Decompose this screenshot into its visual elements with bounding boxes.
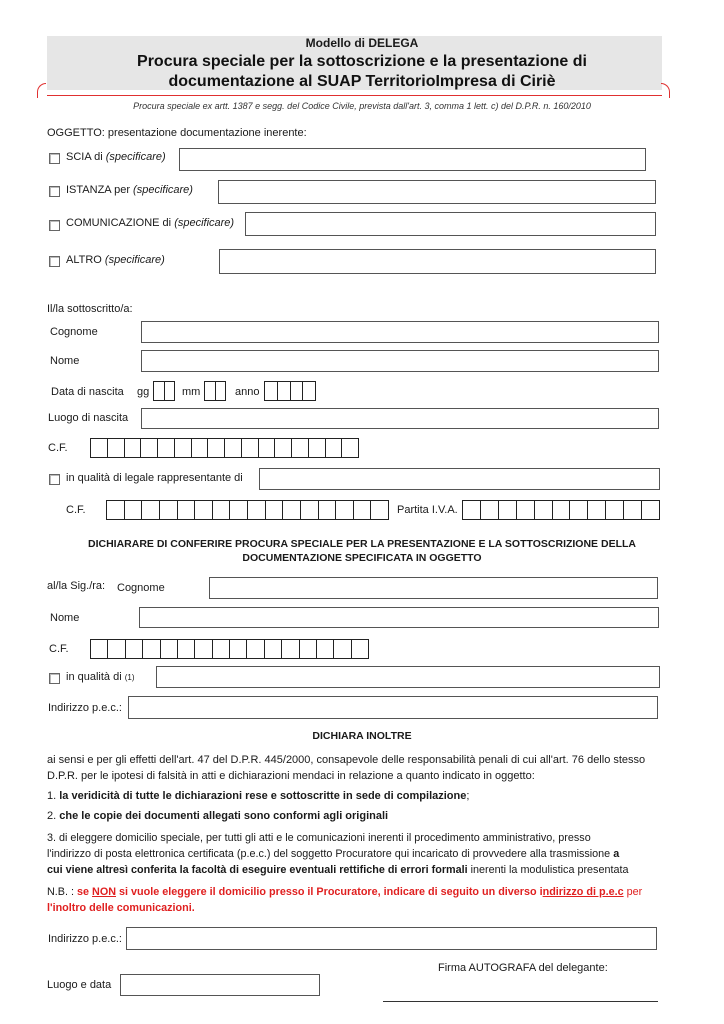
piva-label: Partita I.V.A. bbox=[397, 504, 458, 516]
sottoscritto-label: Il/la sottoscritto/a: bbox=[47, 303, 133, 315]
luogo-nascita-label: Luogo di nascita bbox=[48, 412, 129, 424]
legale-input[interactable] bbox=[259, 468, 660, 490]
dichiarare-line-1: DICHIARARE DI CONFERIRE PROCURA SPECIALE PER LA PRESENTAZIONE E LA SOTTOSCRIZIONE DELLA bbox=[88, 538, 636, 550]
mm-label: mm bbox=[182, 386, 201, 398]
item-3: 3. di eleggere domicilio speciale, per tutti gli atti e le comunicazioni inerenti il procedimento amministrativo, presso l'indirizzo di posta elettronica certificata (p.e.c.) del soggetto Procuratore qui incaricato di provvedere alla trasmissione a cui viene altresì conferita la facoltà di eseguire eventuali rettifiche di errori formali inerenti la modulistica presentata bbox=[47, 832, 629, 876]
anno-label: anno bbox=[235, 386, 260, 398]
item-2: 2. che le copie dei documenti allegati sono conformi agli originali bbox=[47, 810, 389, 822]
dichiara-intro: ai sensi e per gli effetti dell'art. 47 del D.P.R. 445/2000, consapevole delle responsabilità penali di cui all'art. 76 dello stesso D.P.R. per le ipotesi di falsità in atti e dichiarazioni mendaci in relazione a quanto indicato in oggetto: bbox=[47, 754, 646, 782]
dichiarare-line-2: DOCUMENTAZIONE SPECIFICATA IN OGGETTO bbox=[242, 552, 482, 564]
dichiara-inoltre-title: DICHIARA INOLTRE bbox=[312, 730, 412, 742]
proc-nome-input[interactable] bbox=[139, 607, 659, 628]
comunicazione-input[interactable] bbox=[245, 212, 656, 236]
proc-cognome-input[interactable] bbox=[209, 577, 658, 599]
proc-nome-label: Nome bbox=[50, 612, 80, 624]
anno-cells[interactable] bbox=[264, 381, 316, 401]
proc-cf-cells[interactable] bbox=[90, 639, 369, 659]
istanza-checkbox[interactable] bbox=[49, 186, 60, 197]
cf-label: C.F. bbox=[48, 442, 68, 454]
cognome-label: Cognome bbox=[50, 326, 98, 338]
scia-input[interactable] bbox=[179, 148, 646, 171]
legale-label: in qualità di legale rappresentante di bbox=[66, 472, 243, 484]
title-line-1: Procura speciale per la sottoscrizione e la presentazione di bbox=[137, 53, 587, 70]
gg-label: gg bbox=[137, 386, 150, 398]
proc-cognome-label: Cognome bbox=[117, 582, 165, 594]
title-line-2: documentazione al SUAP TerritorioImpresa di Ciriè bbox=[168, 73, 556, 90]
piva-cells[interactable] bbox=[462, 500, 660, 520]
firma-label: Firma AUTOGRAFA del delegante: bbox=[438, 962, 608, 974]
altro-input[interactable] bbox=[219, 249, 656, 274]
gg-cells[interactable] bbox=[153, 381, 175, 401]
altro-label: ALTRO (specificare) bbox=[66, 254, 165, 266]
model-title: Modello di DELEGA bbox=[305, 36, 419, 50]
cf2-cells[interactable] bbox=[106, 500, 389, 520]
item-1: 1. la veridicità di tutte le dichiarazioni rese e sottoscritte in sede di compilazione; bbox=[47, 790, 470, 802]
cf2-label: C.F. bbox=[66, 504, 86, 516]
scia-label: SCIA di (specificare) bbox=[66, 151, 166, 163]
sig-label: al/la Sig./ra: bbox=[47, 580, 106, 592]
nb-note: N.B. : se NON si vuole eleggere il domicilio presso il Procuratore, indicare di seguito un diverso indirizzo di p.e.c per l'inoltro delle comunicazioni. bbox=[47, 886, 643, 914]
qualita-checkbox[interactable] bbox=[49, 673, 60, 684]
nome-input[interactable] bbox=[141, 350, 659, 372]
signature-line[interactable] bbox=[383, 1001, 658, 1002]
footer-pec-label: Indirizzo p.e.c.: bbox=[48, 933, 122, 945]
mm-cells[interactable] bbox=[204, 381, 226, 401]
subtitle: Procura speciale ex artt. 1387 e segg. del Codice Civile, prevista dall'art. 3, comma 1 lett. c) del D.P.R. n. 160/2010 bbox=[133, 101, 591, 111]
nome-label: Nome bbox=[50, 355, 80, 367]
data-nascita-label: Data di nascita bbox=[51, 386, 124, 398]
altro-checkbox[interactable] bbox=[49, 256, 60, 267]
comunicazione-checkbox[interactable] bbox=[49, 220, 60, 231]
luogo-data-input[interactable] bbox=[120, 974, 320, 996]
red-hook-left bbox=[37, 83, 46, 98]
luogo-data-label: Luogo e data bbox=[47, 979, 112, 991]
cf-cells[interactable] bbox=[90, 438, 359, 458]
oggetto-label: OGGETTO: presentazione documentazione inerente: bbox=[47, 127, 307, 139]
footer-pec-input[interactable] bbox=[126, 927, 657, 950]
legale-checkbox[interactable] bbox=[49, 474, 60, 485]
red-divider bbox=[47, 95, 662, 96]
istanza-label: ISTANZA per (specificare) bbox=[66, 184, 193, 196]
proc-pec-input[interactable] bbox=[128, 696, 658, 719]
istanza-input[interactable] bbox=[218, 180, 656, 204]
cognome-input[interactable] bbox=[141, 321, 659, 343]
luogo-nascita-input[interactable] bbox=[141, 408, 659, 429]
comunicazione-label: COMUNICAZIONE di (specificare) bbox=[66, 217, 235, 229]
proc-pec-label: Indirizzo p.e.c.: bbox=[48, 702, 122, 714]
qualita-label: in qualità di (1) bbox=[66, 671, 135, 683]
proc-cf-label: C.F. bbox=[49, 643, 69, 655]
page-title bbox=[52, 52, 672, 92]
scia-checkbox[interactable] bbox=[49, 153, 60, 164]
qualita-input[interactable] bbox=[156, 666, 660, 688]
